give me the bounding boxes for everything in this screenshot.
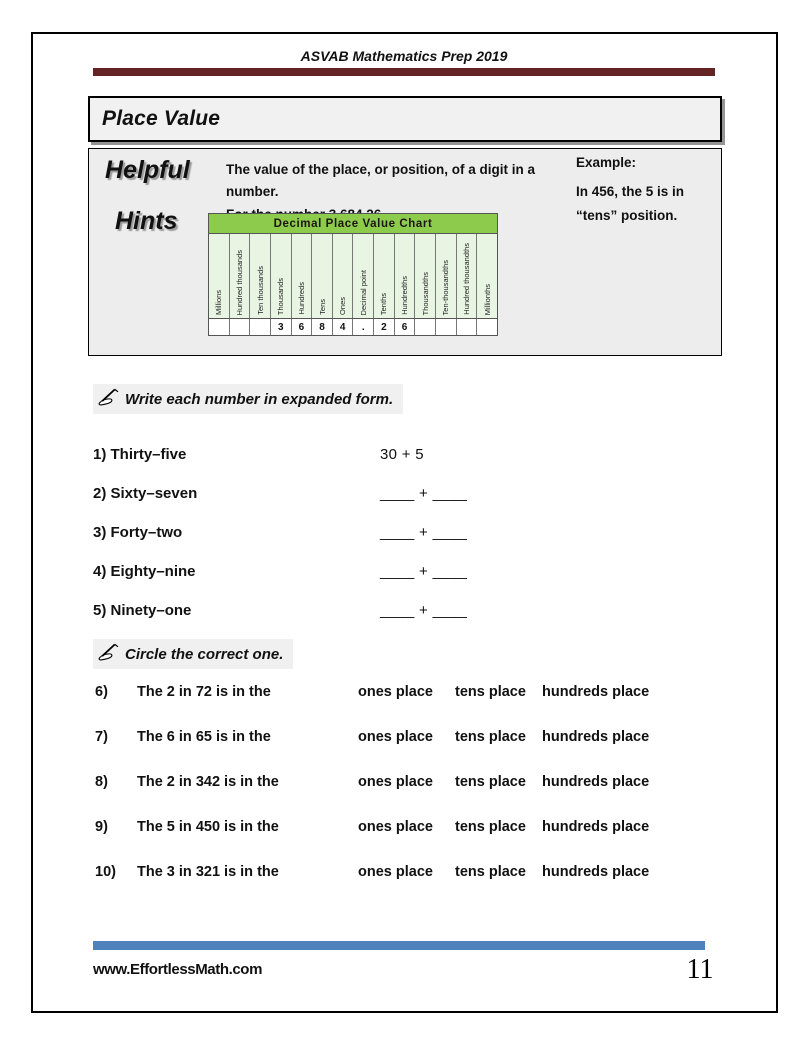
option-ones-place[interactable]: ones place	[358, 819, 433, 835]
chart-col-value: 6	[395, 319, 416, 335]
question-row	[93, 864, 713, 880]
question-row	[93, 774, 713, 790]
chart-col-value	[415, 319, 436, 335]
chart-col-label: Millions	[214, 289, 224, 315]
option-tens-place[interactable]: tens place	[455, 774, 526, 790]
option-tens-place[interactable]: tens place	[455, 684, 526, 700]
chart-col-label: Tenths	[379, 292, 389, 315]
question-number: 8)	[95, 774, 108, 790]
circle-correct-list	[93, 684, 713, 880]
list-item	[93, 524, 573, 541]
chart-col-label: Millionths	[482, 283, 492, 315]
chart-col-value: 2	[374, 319, 395, 335]
chart-title: Decimal Place Value Chart	[209, 214, 497, 234]
section-heading-text: Write each number in expanded form.	[125, 390, 394, 408]
chart-col-label: Hundredths	[400, 276, 410, 315]
question-row	[93, 684, 713, 700]
decimal-place-value-chart	[208, 213, 498, 336]
page-title: Place Value	[102, 107, 221, 130]
option-hundreds-place[interactable]: hundreds place	[542, 819, 650, 835]
page-number: 11	[686, 954, 714, 985]
chart-col-value: 4	[333, 319, 354, 335]
chart-col-label: Ones	[338, 297, 348, 315]
document-header-title: ASVAB Mathematics Prep 2019	[300, 48, 508, 64]
option-hundreds-place[interactable]: hundreds place	[542, 729, 650, 745]
question-number: 9)	[95, 819, 108, 835]
list-item	[93, 563, 573, 580]
option-tens-place[interactable]: tens place	[455, 729, 526, 745]
header-rule	[93, 68, 715, 76]
helpful-hints-panel	[88, 148, 722, 356]
option-tens-place[interactable]: tens place	[455, 819, 526, 835]
question-number: 7)	[95, 729, 108, 745]
helpful-label: Helpful	[105, 156, 190, 184]
hint-definition: The value of the place, or position, of a digit in a number.	[226, 162, 536, 200]
chart-col-label: Ten thousands	[255, 266, 265, 315]
option-ones-place[interactable]: ones place	[358, 864, 433, 880]
chart-col-value: .	[353, 319, 374, 335]
option-tens-place[interactable]: tens place	[455, 864, 526, 880]
option-ones-place[interactable]: ones place	[358, 729, 433, 745]
example-title: Example:	[576, 155, 637, 170]
chart-value-row	[209, 318, 497, 335]
item-label: 2) Sixty–seven	[93, 485, 198, 502]
option-ones-place[interactable]: ones place	[358, 684, 433, 700]
item-label: 5) Ninety–one	[93, 602, 192, 619]
list-item	[93, 602, 573, 619]
option-hundreds-place[interactable]: hundreds place	[542, 774, 650, 790]
chart-col-value	[250, 319, 271, 335]
chart-col-label: Thousands	[276, 277, 286, 315]
chart-col-label: Decimal point	[358, 269, 368, 315]
question-number: 6)	[95, 684, 108, 700]
website-link[interactable]: www.EffortlessMath.com	[93, 961, 263, 978]
chart-label-row	[209, 234, 497, 318]
item-label: 1) Thirty–five	[93, 446, 187, 463]
chart-col-label: Tens	[317, 299, 327, 315]
item-answer-blank[interactable]: ____ + ____	[380, 563, 468, 580]
list-item	[93, 485, 573, 502]
chart-col-value: 6	[292, 319, 313, 335]
item-answer-blank[interactable]: ____ + ____	[380, 485, 468, 502]
footer-rule	[93, 941, 705, 950]
writing-hand-icon	[97, 388, 121, 411]
chart-col-value	[436, 319, 457, 335]
example-block	[576, 155, 716, 223]
section-expanded-form-heading	[93, 384, 403, 414]
question-text: The 2 in 72 is in the	[137, 684, 271, 700]
chart-col-label: Hundred thousands	[234, 249, 244, 315]
question-text: The 5 in 450 is in the	[137, 819, 279, 835]
item-answer-blank[interactable]: ____ + ____	[380, 524, 468, 541]
section-heading-text: Circle the correct one.	[125, 645, 284, 663]
item-answer-blank[interactable]: ____ + ____	[380, 602, 468, 619]
chart-col-value: 3	[271, 319, 292, 335]
chart-col-label: Thousandths	[420, 271, 430, 315]
section-circle-heading	[93, 639, 293, 669]
question-number: 10)	[95, 864, 116, 880]
item-answer[interactable]: 30 + 5	[380, 446, 424, 463]
list-item	[93, 446, 573, 463]
example-line-2: “tens” position.	[576, 208, 678, 223]
lesson-title-box	[88, 96, 722, 142]
option-ones-place[interactable]: ones place	[358, 774, 433, 790]
chart-col-label: Ten-thousandths	[441, 259, 451, 315]
option-hundreds-place[interactable]: hundreds place	[542, 864, 650, 880]
question-text: The 2 in 342 is in the	[137, 774, 279, 790]
question-text: The 3 in 321 is in the	[137, 864, 279, 880]
expanded-form-list	[93, 446, 573, 619]
question-text: The 6 in 65 is in the	[137, 729, 271, 745]
item-label: 4) Eighty–nine	[93, 563, 196, 580]
item-label: 3) Forty–two	[93, 524, 183, 541]
hints-label: Hints	[115, 207, 178, 235]
chart-col-value	[209, 319, 230, 335]
chart-col-value	[230, 319, 251, 335]
question-row	[93, 819, 713, 835]
chart-col-value: 8	[312, 319, 333, 335]
chart-col-label: Hundreds	[296, 282, 306, 315]
question-row	[93, 729, 713, 745]
chart-col-value	[457, 319, 478, 335]
chart-col-label: Hundred thousandths	[462, 243, 471, 315]
option-hundreds-place[interactable]: hundreds place	[542, 684, 650, 700]
chart-col-value	[477, 319, 497, 335]
writing-hand-icon	[97, 643, 121, 666]
example-line-1: In 456, the 5 is in	[576, 184, 685, 199]
